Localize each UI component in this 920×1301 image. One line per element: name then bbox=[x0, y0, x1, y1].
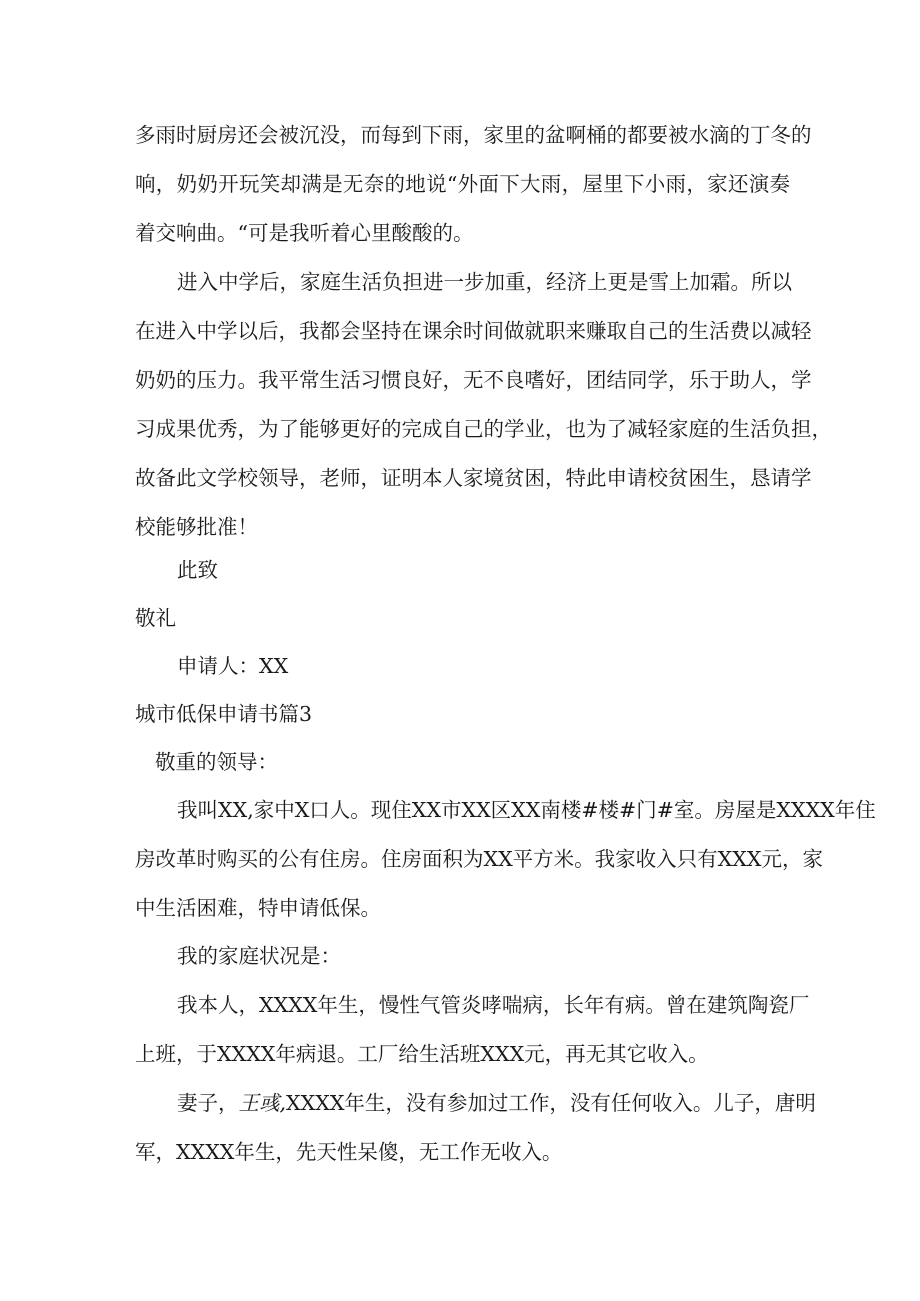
paragraph-line: 响，奶奶开玩笑却满是无奈的地说“外面下大雨，屋里下小雨，家还演奏 bbox=[135, 172, 790, 196]
paragraph-line: 我的家庭状况是： bbox=[177, 944, 341, 968]
closing-salutation: 此致 bbox=[177, 558, 218, 582]
paragraph-line: 上班，于XXXX年病退。工厂给生活班XXX元，再无其它收入。 bbox=[135, 1042, 709, 1066]
paragraph-line: 多雨时厨房还会被沉没，而每到下雨，家里的盆啊桶的都要被水滴的丁冬的 bbox=[135, 123, 812, 147]
section-title: 城市低保申请书篇3 bbox=[135, 702, 313, 726]
paragraph-line: 进入中学后，家庭生活负担进一步加重，经济上更是雪上加霜。所以 bbox=[177, 270, 792, 294]
paragraph-line: 房改革时购买的公有住房。住房面积为XX平方米。我家收入只有XXX元，家 bbox=[135, 847, 823, 871]
paragraph-line: 在进入中学以后，我都会坚持在课余时间做就职来赚取自己的生活费以减轻 bbox=[135, 319, 812, 343]
paragraph-line: 中生活困难，特申请低保。 bbox=[135, 896, 381, 920]
paragraph-line: 我叫XX,家中X口人。现住XX市XX区XX南楼#楼#门#室。房屋是XXXX年住 bbox=[177, 798, 876, 822]
italic-name: 王彧, bbox=[238, 1091, 287, 1115]
paragraph-line: 奶奶的压力。我平常生活习惯良好，无不良嗜好，团结同学，乐于助人，学 bbox=[135, 368, 812, 392]
paragraph-line-mixed bbox=[177, 1089, 816, 1117]
applicant-signature: 申请人：XX bbox=[177, 654, 289, 678]
text-run: XXXX年生，没有参加过工作，没有任何收入。儿子，唐明 bbox=[286, 1091, 816, 1115]
salutation: 敬重的领导： bbox=[155, 750, 278, 774]
paragraph-line: 校能够批准！ bbox=[135, 515, 258, 539]
text-run: 妻子， bbox=[177, 1091, 239, 1115]
paragraph-line: 习成果优秀，为了能够更好的完成自己的学业，也为了减轻家庭的生活负担， bbox=[135, 417, 832, 441]
paragraph-line: 故备此文学校领导，老师，证明本人家境贫困，特此申请校贫困生，恳请学 bbox=[135, 466, 812, 490]
paragraph-line: 我本人，XXXX年生，慢性气管炎哮喘病，长年有病。曾在建筑陶瓷厂 bbox=[177, 993, 810, 1017]
paragraph-line: 军，XXXX年生，先天性呆傻，无工作无收入。 bbox=[135, 1140, 563, 1164]
paragraph-line: 着交响曲。“可是我听着心里酸酸的。 bbox=[135, 221, 474, 245]
closing-regards: 敬礼 bbox=[135, 606, 176, 630]
